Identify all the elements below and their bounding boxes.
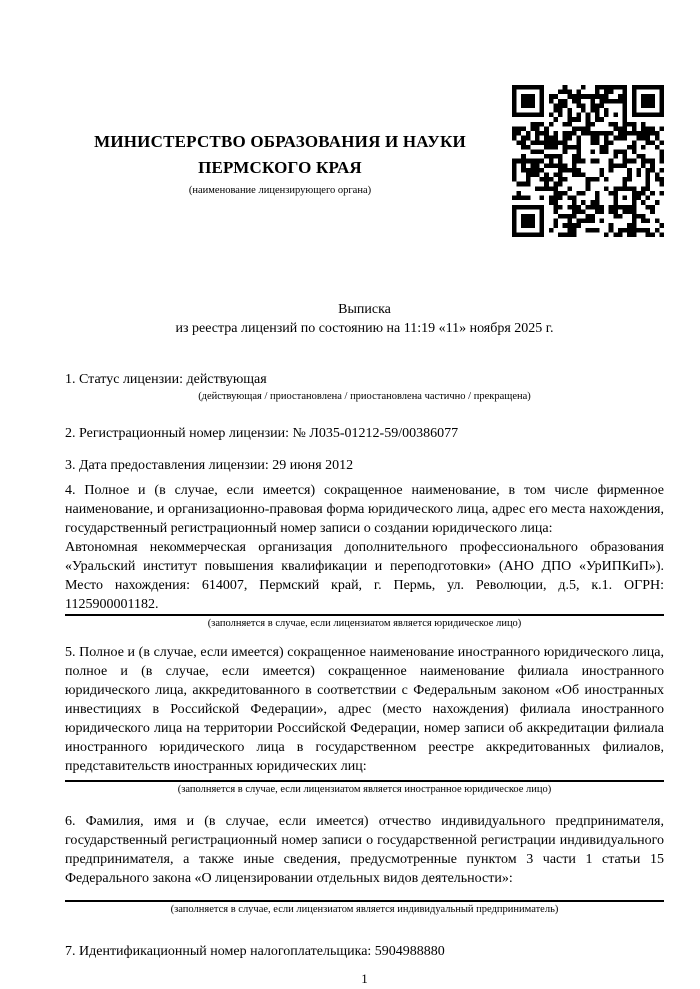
ministry-name-line1: МИНИСТЕРСТВО ОБРАЗОВАНИЯ И НАУКИ: [94, 132, 466, 151]
separator-line: [65, 780, 664, 782]
item-5-foreign-entity: [65, 643, 664, 796]
item-4-caption: (заполняется в случае, если лицензиатом является юридическое лицо): [207, 618, 522, 629]
item-4-legal-entity: [65, 481, 664, 630]
item-6-individual-entrepreneur: [65, 812, 664, 916]
item-5-caption: (заполняется в случае, если лицензиатом является иностранное юридическое лицо): [177, 784, 552, 795]
document-title: [65, 300, 664, 338]
item-4-label: 4. Полное и (в случае, если имеется) сокращенное наименование, в том числе фирменное наименование, и организационно-правовая форма юридического лица, адрес его места нахождения, государственный регистрационный номер записи о создании юридического лица:: [65, 483, 664, 536]
item-7-taxpayer-number: 7. Идентификационный номер налогоплательщика: 5904988880: [65, 944, 445, 959]
licensing-authority-block: [65, 85, 495, 197]
item-6-caption: (заполняется в случае, если лицензиатом является индивидуальный предприниматель): [170, 904, 559, 915]
separator-line: [65, 900, 664, 902]
qr-code-icon: [512, 85, 664, 237]
document-header: [0, 0, 700, 237]
page-number: 1: [361, 971, 368, 986]
item-5-label: 5. Полное и (в случае, если имеется) сокращенное наименование иностранного юридического лица, полное и (в случае, если имеется) сокращенное наименование филиала иностранного юридического лица, аккредитованного в соответствии с Федеральным законом «Об иностранных инвестициях в Российской Федерации», адрес (место нахождения) филиала иностранного юридического лица на территории Российской Федерации, номер записи об аккредитации филиала иностранного юридического лица в государственном реестре аккредитованных филиалов, представительств иностранных юридических лиц:: [65, 645, 664, 774]
separator-line: [65, 614, 664, 616]
item-3-grant-date: 3. Дата предоставления лицензии: 29 июня 2012: [65, 458, 354, 473]
item-2-registration-number: 2. Регистрационный номер лицензии: № Л035-01212-59/00386077: [65, 426, 459, 441]
item-6-label: 6. Фамилия, имя и (в случае, если имеется) отчество индивидуального предпринимателя, государственный регистрационный номер записи о государственной регистрации индивидуального предпринимателя, а также иные сведения, предусмотренные пунктом 3 части 1 статьи 15 Федерального закона «О лицензировании отдельных видов деятельности»:: [65, 814, 664, 886]
licensing-authority-caption: (наименование лицензирующего органа): [188, 185, 372, 196]
title-line2: из реестра лицензий по состоянию на 11:19 «11» ноября 2025 г.: [175, 321, 554, 336]
item-1-caption: (действующая / приостановлена / приостановлена частично / прекращена): [198, 391, 531, 402]
item-1-license-status: 1. Статус лицензии: действующая: [65, 372, 267, 387]
ministry-name-line2: ПЕРМСКОГО КРАЯ: [198, 158, 362, 177]
title-line1: Выписка: [338, 302, 391, 317]
document-body: [65, 300, 664, 987]
item-4-value: Автономная некоммерческая организация дополнительного профессионального образования «Уральский институт повышения квалификации и переподготовки» (АНО ДПО «УрИПКиП»). Место нахождения: 614007, Пермский край, г. Пермь, ул. Революции, д.5, к.1. ОГРН: 1125900001182.: [65, 540, 664, 612]
